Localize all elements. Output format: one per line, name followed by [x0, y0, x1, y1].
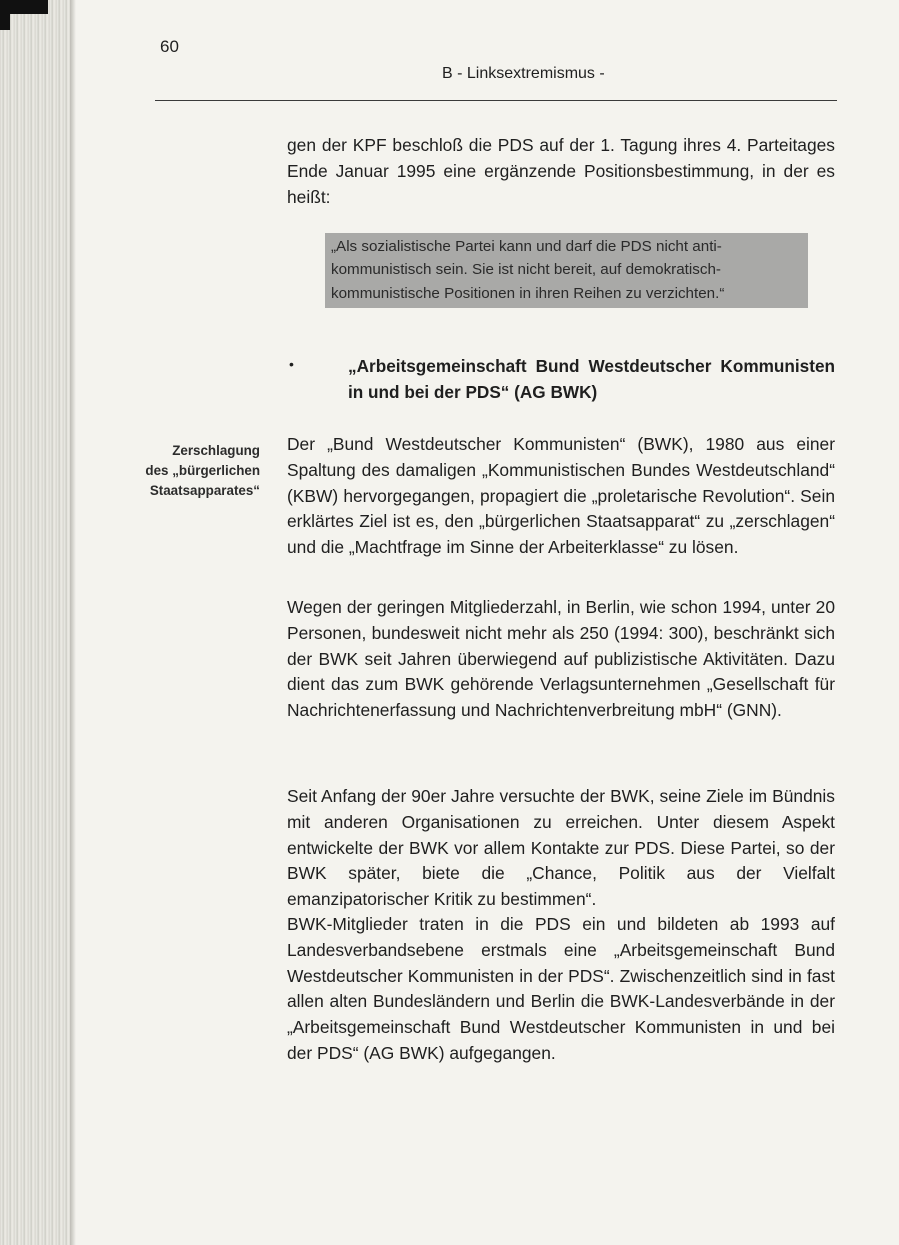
bullet-icon: •	[289, 356, 294, 372]
margin-note-line: Staatsapparates“	[149, 483, 260, 498]
scan-corner-mark-vertical	[0, 0, 10, 30]
margin-note	[110, 441, 260, 501]
section-heading: „Arbeitsgemeinschaft Bund Westdeutscher Kommunisten in und bei der PDS“ (AG BWK)	[348, 356, 835, 402]
margin-note-line: Zerschlagung	[172, 443, 260, 458]
running-header: B - Linksextremismus -	[442, 65, 605, 82]
paragraph-ag-bwk: BWK-Mitglieder traten in die PDS ein und bildeten ab 1993 auf Landesverbandsebene erstmals eine „Arbeitsgemeinschaft Bund Westdeutscher Kommunisten in der PDS“. Zwischenzeitlich sind in fast allen alten Bundesländern und Berlin die BWK-Landesverbände in der „Arbeitsgemeinschaft Bund Westdeutscher Kommunisten in und bei der PDS“ (AG BWK) aufgegangen.	[287, 914, 835, 1063]
page-number: 60	[160, 37, 179, 56]
margin-note-line: des „bürgerlichen	[145, 463, 260, 478]
paragraph-alliance: Seit Anfang der 90er Jahre versuchte der BWK, seine Ziele im Bündnis mit anderen Organisationen zu erreichen. Unter diesem Aspekt entwickelte der BWK vor allem Kontakte zur PDS. Diese Partei, so der BWK später, biete die „Chance, Politik aus der Vielfalt emanzipatorischer Kritik zu bestimmen“.	[287, 786, 835, 910]
paragraph-membership: Wegen der geringen Mitgliederzahl, in Berlin, wie schon 1994, unter 20 Personen, bundesweit nicht mehr als 250 (1994: 300), beschränkt sich der BWK seit Jahren überwiegend auf publizistische Aktivitäten. Dazu dient das zum BWK gehörende Verlagsunternehmen „Gesellschaft für Nachrichtenerfassung und Nachrichtenverbreitung mbH“ (GNN).	[287, 597, 835, 721]
header-rule	[155, 100, 837, 101]
spine-shadow	[70, 0, 76, 1245]
book-spine-edge	[0, 0, 70, 1245]
intro-paragraph: gen der KPF beschloß die PDS auf der 1. Tagung ihres 4. Parteitages Ende Januar 1995 eine ergänzende Positionsbestimmung, in der es heißt:	[287, 135, 835, 207]
paragraph-bwk-origin: Der „Bund Westdeutscher Kommunisten“ (BWK), 1980 aus einer Spaltung des damaligen „Kommunistischen Bundes Westdeutschland“ (KBW) hervorgegangen, propagiert die „proletarische Revolution“. Sein erklärtes Ziel ist es, den „bürgerlichen Staatsapparat“ zu „zerschlagen“ und die „Machtfrage im Sinne der Arbeiterklasse“ zu lösen.	[287, 434, 835, 558]
highlighted-quote: „Als sozialistische Partei kann und darf die PDS nicht antikommunistisch sein. Sie ist nicht bereit, auf demokratisch-kommunistische Positionen in ihren Reihen zu verzichten.“	[325, 233, 808, 308]
